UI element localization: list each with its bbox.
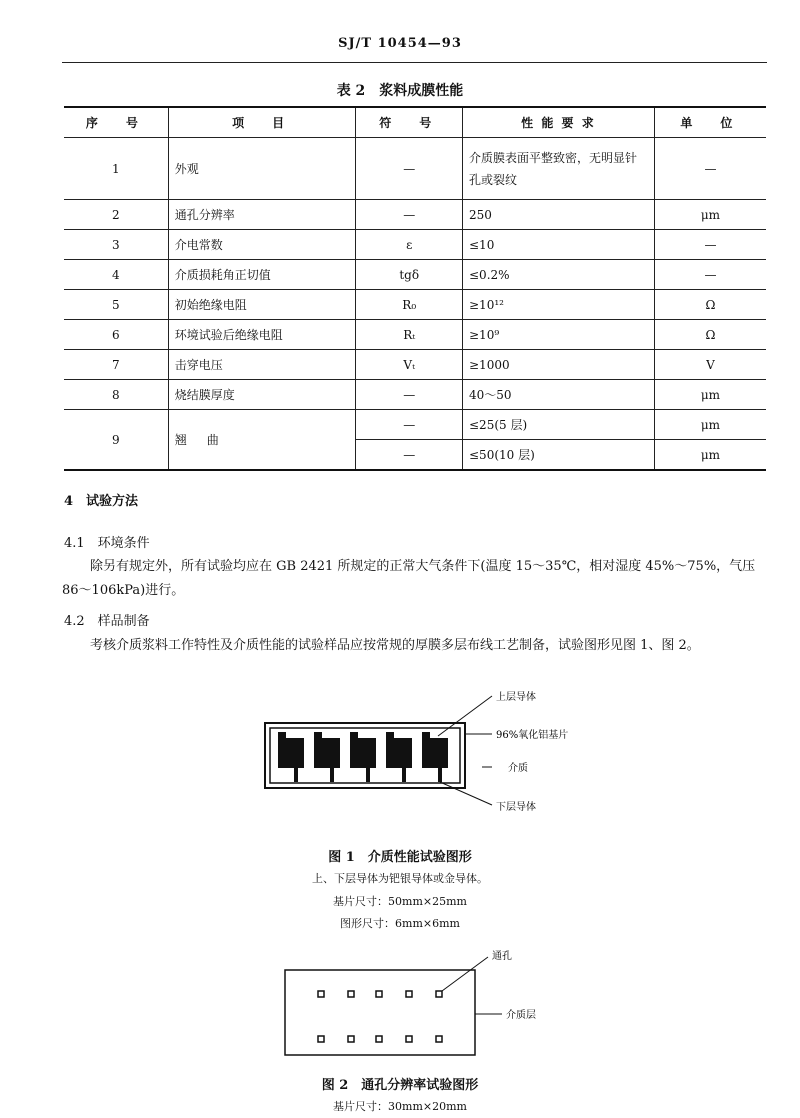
standard-number-header: SJ/T 10454—93 <box>338 36 462 51</box>
conductor-tab <box>350 732 358 742</box>
label-via: 通孔 <box>492 951 512 962</box>
table-row <box>64 200 766 230</box>
cell-no: 4 <box>64 260 168 290</box>
cell-symbol: Rₜ <box>356 320 463 350</box>
cell-symbol: R₀ <box>356 290 463 320</box>
via-hole <box>436 991 442 997</box>
cell-requirement: ≤0.2% <box>463 260 655 290</box>
cell-no: 2 <box>64 200 168 230</box>
conductor-pad <box>314 738 340 768</box>
cell-no: 5 <box>64 290 168 320</box>
figure1-note-pattern-size: 图形尺寸：6mm×6mm <box>340 917 460 930</box>
conductor-tail <box>366 768 370 782</box>
col-header-unit: 单 位 <box>654 107 766 138</box>
section-heading-4-1: 4.1 环境条件 <box>64 536 150 551</box>
label-lower-conductor: 下层导体 <box>496 802 536 813</box>
conductor-tail <box>402 768 406 782</box>
table-row <box>64 138 766 200</box>
cell-symbol: — <box>356 410 463 440</box>
cell-requirement: 250 <box>463 200 655 230</box>
table-title: 表 2 浆料成膜性能 <box>336 83 464 99</box>
via-holes <box>318 991 442 1042</box>
col-header-no: 序 号 <box>64 107 168 138</box>
label-dielectric: 介质 <box>508 763 528 774</box>
cell-item: 烧结膜厚度 <box>168 380 356 410</box>
conductor-tail <box>330 768 334 782</box>
col-header-item: 项 目 <box>168 107 356 138</box>
cell-no: 6 <box>64 320 168 350</box>
cell-unit: — <box>654 138 766 200</box>
properties-table <box>64 106 766 471</box>
cell-unit: μm <box>654 200 766 230</box>
cell-item: 通孔分辨率 <box>168 200 356 230</box>
cell-unit: — <box>654 260 766 290</box>
cell-unit: μm <box>654 410 766 440</box>
cell-symbol: — <box>356 138 463 200</box>
figure1-note-substrate-size: 基片尺寸：50mm×25mm <box>333 895 467 908</box>
cell-no: 9 <box>64 410 168 471</box>
section-heading-4-2: 4.2 样品制备 <box>64 614 150 629</box>
via-hole <box>406 991 412 997</box>
figure1-test-pattern <box>250 690 610 830</box>
cell-requirement: ≤10 <box>463 230 655 260</box>
conductor-tab <box>278 732 286 742</box>
figure1-note-conductor: 上、下层导体为钯银导体或金导体。 <box>312 872 488 885</box>
label-substrate: 96%氧化铝基片 <box>496 730 569 741</box>
label-dielectric-layer: 介质层 <box>506 1010 536 1021</box>
cell-item: 环境试验后绝缘电阻 <box>168 320 356 350</box>
table-row <box>64 410 766 440</box>
label-upper-conductor: 上层导体 <box>496 692 536 703</box>
table-row <box>64 230 766 260</box>
cell-requirement: ≥1000 <box>463 350 655 380</box>
cell-requirement: ≥10⁹ <box>463 320 655 350</box>
cell-item: 外观 <box>168 138 356 200</box>
cell-unit: — <box>654 230 766 260</box>
figure2-note-substrate-size: 基片尺寸：30mm×20mm <box>333 1100 467 1113</box>
cell-requirement: 40～50 <box>463 380 655 410</box>
conductor-tab <box>314 732 322 742</box>
cell-symbol: Vₜ <box>356 350 463 380</box>
conductor-tab <box>386 732 394 742</box>
conductor-tail <box>294 768 298 782</box>
conductor-pad <box>278 738 304 768</box>
cell-requirement: ≤50(10 层) <box>463 440 655 471</box>
header-rule <box>62 62 767 63</box>
col-header-symbol: 符 号 <box>356 107 463 138</box>
via-hole <box>318 1036 324 1042</box>
cell-symbol: tgδ <box>356 260 463 290</box>
cell-unit: μm <box>654 440 766 471</box>
figure1-caption: 图 1 介质性能试验图形 <box>328 850 472 865</box>
cell-unit: μm <box>654 380 766 410</box>
cell-requirement: ≥10¹² <box>463 290 655 320</box>
via-hole <box>376 991 382 997</box>
table-row <box>64 320 766 350</box>
cell-no: 1 <box>64 138 168 200</box>
cell-symbol: — <box>356 380 463 410</box>
cell-no: 3 <box>64 230 168 260</box>
paragraph-4-1: 除另有规定外，所有试验均应在 GB 2421 所规定的正常大气条件下(温度 15～35℃，相对湿度 45%～75%，气压 86～106kPa)进行。 <box>62 559 756 598</box>
cell-item: 初始绝缘电阻 <box>168 290 356 320</box>
section-heading-4: 4 试验方法 <box>64 494 139 509</box>
cell-no: 8 <box>64 380 168 410</box>
conductor-pad <box>350 738 376 768</box>
cell-item: 介质损耗角正切值 <box>168 260 356 290</box>
figure2-via-pattern <box>270 945 590 1065</box>
cell-symbol: — <box>356 440 463 471</box>
via-hole <box>376 1036 382 1042</box>
cell-symbol: — <box>356 200 463 230</box>
conductor-tail <box>438 768 442 782</box>
conductor-pad <box>422 738 448 768</box>
cell-symbol: ε <box>356 230 463 260</box>
conductor-tab <box>422 732 430 742</box>
table-header-row <box>64 107 766 138</box>
conductor-pad <box>386 738 412 768</box>
table-row <box>64 290 766 320</box>
leader-via <box>442 957 488 991</box>
via-hole <box>318 991 324 997</box>
via-hole <box>436 1036 442 1042</box>
paragraph-4-2: 考核介质浆料工作特性及介质性能的试验样品应按常规的厚膜多层布线工艺制备，试验图形见图 1、图 2。 <box>90 638 700 653</box>
via-hole <box>406 1036 412 1042</box>
cell-unit: V <box>654 350 766 380</box>
cell-unit: Ω <box>654 290 766 320</box>
cell-unit: Ω <box>654 320 766 350</box>
cell-no: 7 <box>64 350 168 380</box>
cell-item: 介电常数 <box>168 230 356 260</box>
figure2-caption: 图 2 通孔分辨率试验图形 <box>321 1078 479 1093</box>
cell-requirement: ≤25(5 层) <box>463 410 655 440</box>
cell-item: 翘 曲 <box>168 410 356 471</box>
cell-item: 击穿电压 <box>168 350 356 380</box>
via-hole <box>348 991 354 997</box>
via-hole <box>348 1036 354 1042</box>
table-row <box>64 380 766 410</box>
cell-requirement: 介质膜表面平整致密，无明显针孔或裂纹 <box>463 138 655 200</box>
col-header-requirement: 性 能 要 求 <box>463 107 655 138</box>
table-row <box>64 260 766 290</box>
table-row <box>64 350 766 380</box>
conductor-pads <box>278 732 448 782</box>
